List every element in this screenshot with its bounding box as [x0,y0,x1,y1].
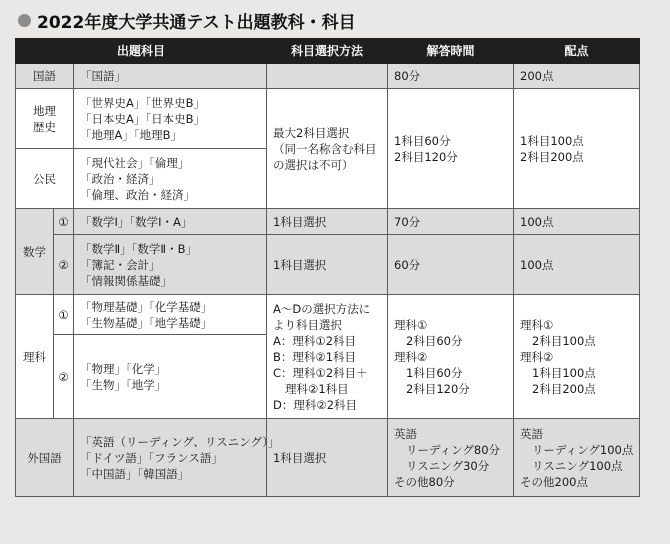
header-subjects: 出題科目 [16,39,267,64]
time-sugaku-2: 60分 [388,235,514,295]
page-title-text: 2022年度大学共通テスト出題教科・科目 [37,12,356,33]
courses-sugaku-1: 「数学Ⅰ」「数学Ⅰ・A」 [74,209,267,235]
courses-rika-2: 「物理」「化学」 「生物」「地学」 [74,335,267,419]
sugaku-num-2: ② [54,235,74,295]
time-sugaku-1: 70分 [388,209,514,235]
time-rika: 理科① 2科目60分 理科② 1科目60分 2科目120分 [388,295,514,419]
courses-koumin: 「現代社会」「倫理」 「政治・経済」 「倫理、政治・経済」 [74,149,267,209]
header-selection: 科目選択方法 [267,39,388,64]
points-kokugo: 200点 [514,64,640,89]
table-row-gaikokugo [16,419,640,497]
rika-num-1: ① [54,295,74,335]
table-row-rika-1 [16,295,640,335]
subject-kokugo: 国語 [16,64,74,89]
time-kokugo: 80分 [388,64,514,89]
points-sugaku-2: 100点 [514,235,640,295]
page-title [18,8,356,32]
subject-sugaku: 数学 [16,209,54,295]
header-row [16,39,640,64]
points-shakai: 1科目100点 2科目200点 [514,89,640,209]
table-row-sugaku-1 [16,209,640,235]
courses-sugaku-2: 「数学Ⅱ」「数学Ⅱ・B」 「簿記・会計」 「情報関係基礎」 [74,235,267,295]
points-rika: 理科① 2科目100点 理科② 1科目100点 2科目200点 [514,295,640,419]
subject-chireki: 地理 歴史 [16,89,74,149]
exam-subjects-table [15,38,640,497]
table-row-chireki [16,89,640,149]
table-row-sugaku-2 [16,235,640,295]
time-shakai: 1科目60分 2科目120分 [388,89,514,209]
sugaku-num-1: ① [54,209,74,235]
time-gaikokugo: 英語 リーディング80分 リスニング30分 その他80分 [388,419,514,497]
selection-rika: A～Dの選択方法に より科目選択 A：理科①2科目 B：理科②1科目 C：理科①2科目＋ 理科②1科目 D：理科②2科目 [267,295,388,419]
table-row-kokugo [16,64,640,89]
subject-koumin: 公民 [16,149,74,209]
selection-shakai: 最大2科目選択 （同一名称含む科目 の選択は不可） [267,89,388,209]
rika-num-2: ② [54,335,74,419]
selection-gaikokugo: 1科目選択 [267,419,388,497]
selection-kokugo [267,64,388,89]
selection-sugaku-1: 1科目選択 [267,209,388,235]
header-time: 解答時間 [388,39,514,64]
courses-chireki: 「世界史A」「世界史B」 「日本史A」「日本史B」 「地理A」「地理B」 [74,89,267,149]
header-points: 配点 [514,39,640,64]
bullet-dot-icon [18,14,31,27]
courses-kokugo: 「国語」 [74,64,267,89]
selection-sugaku-2: 1科目選択 [267,235,388,295]
courses-gaikokugo: 「英語（リーディング、リスニング）」 「ドイツ語」「フランス語」 「中国語」「韓国語」 [74,419,267,497]
points-gaikokugo: 英語 リーディング100点 リスニング100点 その他200点 [514,419,640,497]
subject-gaikokugo: 外国語 [16,419,74,497]
subject-rika: 理科 [16,295,54,419]
courses-rika-1: 「物理基礎」「化学基礎」 「生物基礎」「地学基礎」 [74,295,267,335]
points-sugaku-1: 100点 [514,209,640,235]
